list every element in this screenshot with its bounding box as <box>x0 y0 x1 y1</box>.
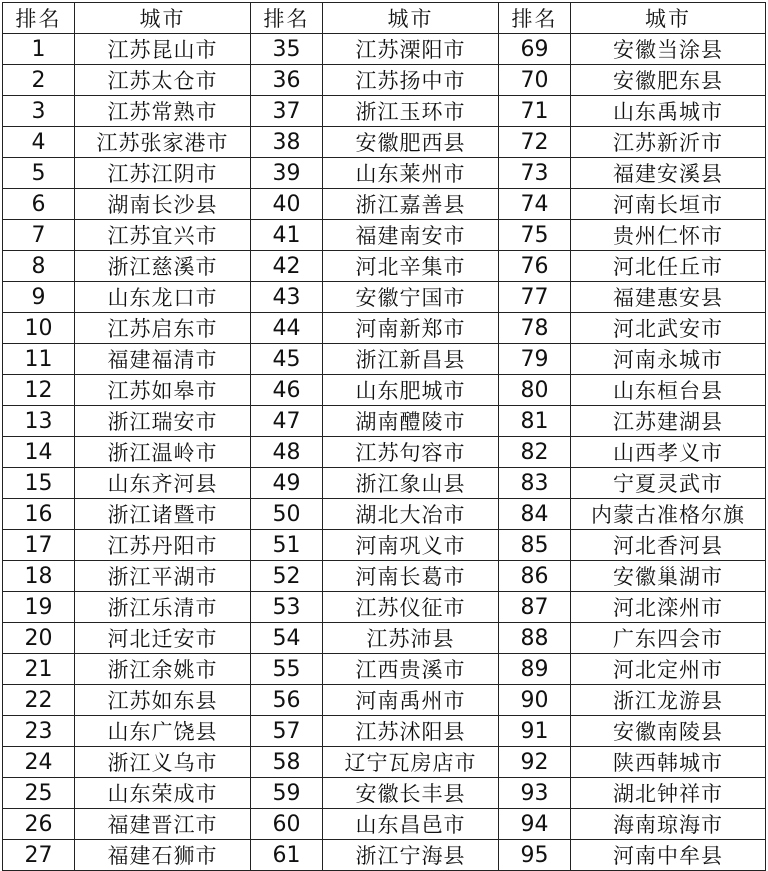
rank-cell: 12 <box>3 375 75 406</box>
rank-cell: 10 <box>3 313 75 344</box>
rank-cell: 38 <box>251 127 323 158</box>
table-row <box>3 437 766 468</box>
table-row <box>3 65 766 96</box>
city-cell: 山东桓台县 <box>571 375 766 406</box>
city-cell: 湖南长沙县 <box>75 189 251 220</box>
rank-cell: 44 <box>251 313 323 344</box>
rank-cell: 87 <box>499 592 571 623</box>
city-cell: 河南新郑市 <box>323 313 499 344</box>
city-cell: 江苏如皋市 <box>75 375 251 406</box>
city-cell: 河北香河县 <box>571 530 766 561</box>
rank-cell: 57 <box>251 716 323 747</box>
city-cell: 江苏江阴市 <box>75 158 251 189</box>
city-cell: 湖北钟祥市 <box>571 778 766 809</box>
rank-cell: 69 <box>499 34 571 65</box>
rank-cell: 82 <box>499 437 571 468</box>
county-ranking-table <box>2 2 766 871</box>
table-header-row <box>3 3 766 34</box>
rank-cell: 52 <box>251 561 323 592</box>
rank-cell: 11 <box>3 344 75 375</box>
header-rank: 排名 <box>499 3 571 34</box>
city-cell: 浙江玉环市 <box>323 96 499 127</box>
city-cell: 安徽肥西县 <box>323 127 499 158</box>
table-row <box>3 747 766 778</box>
city-cell: 江苏句容市 <box>323 437 499 468</box>
rank-cell: 22 <box>3 685 75 716</box>
rank-cell: 81 <box>499 406 571 437</box>
table-row <box>3 778 766 809</box>
table-row <box>3 158 766 189</box>
table-row <box>3 809 766 840</box>
city-cell: 浙江余姚市 <box>75 654 251 685</box>
rank-cell: 6 <box>3 189 75 220</box>
table-row <box>3 34 766 65</box>
city-cell: 浙江瑞安市 <box>75 406 251 437</box>
rank-cell: 74 <box>499 189 571 220</box>
city-cell: 浙江平湖市 <box>75 561 251 592</box>
rank-cell: 84 <box>499 499 571 530</box>
rank-cell: 71 <box>499 96 571 127</box>
rank-cell: 85 <box>499 530 571 561</box>
table-row <box>3 499 766 530</box>
table-row <box>3 344 766 375</box>
header-city: 城市 <box>571 3 766 34</box>
rank-cell: 48 <box>251 437 323 468</box>
table-row <box>3 623 766 654</box>
city-cell: 安徽巢湖市 <box>571 561 766 592</box>
city-cell: 湖南醴陵市 <box>323 406 499 437</box>
rank-cell: 18 <box>3 561 75 592</box>
rank-cell: 55 <box>251 654 323 685</box>
rank-cell: 25 <box>3 778 75 809</box>
city-cell: 江苏常熟市 <box>75 96 251 127</box>
rank-cell: 88 <box>499 623 571 654</box>
table-row <box>3 406 766 437</box>
city-cell: 河南永城市 <box>571 344 766 375</box>
rank-cell: 27 <box>3 840 75 871</box>
rank-cell: 8 <box>3 251 75 282</box>
city-cell: 浙江诸暨市 <box>75 499 251 530</box>
city-cell: 福建惠安县 <box>571 282 766 313</box>
city-cell: 福建福清市 <box>75 344 251 375</box>
rank-cell: 47 <box>251 406 323 437</box>
table-row <box>3 375 766 406</box>
city-cell: 浙江新昌县 <box>323 344 499 375</box>
city-cell: 江苏宜兴市 <box>75 220 251 251</box>
rank-cell: 41 <box>251 220 323 251</box>
city-cell: 宁夏灵武市 <box>571 468 766 499</box>
city-cell: 福建南安市 <box>323 220 499 251</box>
city-cell: 河北武安市 <box>571 313 766 344</box>
table-body <box>3 34 766 871</box>
rank-cell: 51 <box>251 530 323 561</box>
city-cell: 山东广饶县 <box>75 716 251 747</box>
city-cell: 辽宁瓦房店市 <box>323 747 499 778</box>
city-cell: 浙江义乌市 <box>75 747 251 778</box>
rank-cell: 20 <box>3 623 75 654</box>
city-cell: 贵州仁怀市 <box>571 220 766 251</box>
city-cell: 江苏沛县 <box>323 623 499 654</box>
rank-cell: 70 <box>499 65 571 96</box>
rank-cell: 79 <box>499 344 571 375</box>
table-row <box>3 220 766 251</box>
rank-cell: 43 <box>251 282 323 313</box>
city-cell: 山东齐河县 <box>75 468 251 499</box>
rank-cell: 61 <box>251 840 323 871</box>
city-cell: 河北定州市 <box>571 654 766 685</box>
rank-cell: 60 <box>251 809 323 840</box>
city-cell: 陕西韩城市 <box>571 747 766 778</box>
city-cell: 湖北大冶市 <box>323 499 499 530</box>
rank-cell: 76 <box>499 251 571 282</box>
rank-cell: 46 <box>251 375 323 406</box>
rank-cell: 21 <box>3 654 75 685</box>
city-cell: 江苏建湖县 <box>571 406 766 437</box>
city-cell: 安徽当涂县 <box>571 34 766 65</box>
city-cell: 安徽南陵县 <box>571 716 766 747</box>
rank-cell: 77 <box>499 282 571 313</box>
rank-cell: 13 <box>3 406 75 437</box>
rank-cell: 15 <box>3 468 75 499</box>
city-cell: 江苏张家港市 <box>75 127 251 158</box>
table-row <box>3 127 766 158</box>
city-cell: 江苏如东县 <box>75 685 251 716</box>
city-cell: 福建晋江市 <box>75 809 251 840</box>
rank-cell: 37 <box>251 96 323 127</box>
rank-cell: 39 <box>251 158 323 189</box>
rank-cell: 90 <box>499 685 571 716</box>
city-cell: 浙江乐清市 <box>75 592 251 623</box>
rank-cell: 93 <box>499 778 571 809</box>
rank-cell: 94 <box>499 809 571 840</box>
table-row <box>3 313 766 344</box>
city-cell: 安徽肥东县 <box>571 65 766 96</box>
city-cell: 江苏仪征市 <box>323 592 499 623</box>
city-cell: 山东荣成市 <box>75 778 251 809</box>
table-row <box>3 530 766 561</box>
city-cell: 山西孝义市 <box>571 437 766 468</box>
city-cell: 河南长垣市 <box>571 189 766 220</box>
rank-cell: 75 <box>499 220 571 251</box>
city-cell: 河南中牟县 <box>571 840 766 871</box>
rank-cell: 36 <box>251 65 323 96</box>
city-cell: 福建石狮市 <box>75 840 251 871</box>
city-cell: 江苏丹阳市 <box>75 530 251 561</box>
city-cell: 海南琼海市 <box>571 809 766 840</box>
table-row <box>3 685 766 716</box>
city-cell: 浙江温岭市 <box>75 437 251 468</box>
city-cell: 江苏太仓市 <box>75 65 251 96</box>
rank-cell: 54 <box>251 623 323 654</box>
table-row <box>3 189 766 220</box>
rank-cell: 35 <box>251 34 323 65</box>
city-cell: 福建安溪县 <box>571 158 766 189</box>
table-row <box>3 468 766 499</box>
table-row <box>3 654 766 685</box>
rank-cell: 83 <box>499 468 571 499</box>
rank-cell: 95 <box>499 840 571 871</box>
table-row <box>3 282 766 313</box>
city-cell: 江苏扬中市 <box>323 65 499 96</box>
city-cell: 山东昌邑市 <box>323 809 499 840</box>
city-cell: 河南长葛市 <box>323 561 499 592</box>
header-rank: 排名 <box>251 3 323 34</box>
city-cell: 安徽宁国市 <box>323 282 499 313</box>
rank-cell: 56 <box>251 685 323 716</box>
city-cell: 广东四会市 <box>571 623 766 654</box>
city-cell: 江苏沭阳县 <box>323 716 499 747</box>
rank-cell: 92 <box>499 747 571 778</box>
city-cell: 江苏新沂市 <box>571 127 766 158</box>
city-cell: 浙江慈溪市 <box>75 251 251 282</box>
ranking-table-container <box>2 2 766 871</box>
rank-cell: 2 <box>3 65 75 96</box>
header-city: 城市 <box>75 3 251 34</box>
city-cell: 山东莱州市 <box>323 158 499 189</box>
city-cell: 江苏溧阳市 <box>323 34 499 65</box>
rank-cell: 7 <box>3 220 75 251</box>
rank-cell: 58 <box>251 747 323 778</box>
city-cell: 江苏昆山市 <box>75 34 251 65</box>
city-cell: 河南禹州市 <box>323 685 499 716</box>
rank-cell: 19 <box>3 592 75 623</box>
city-cell: 山东龙口市 <box>75 282 251 313</box>
city-cell: 浙江象山县 <box>323 468 499 499</box>
table-row <box>3 561 766 592</box>
rank-cell: 50 <box>251 499 323 530</box>
rank-cell: 9 <box>3 282 75 313</box>
city-cell: 山东禹城市 <box>571 96 766 127</box>
rank-cell: 73 <box>499 158 571 189</box>
rank-cell: 5 <box>3 158 75 189</box>
rank-cell: 86 <box>499 561 571 592</box>
rank-cell: 23 <box>3 716 75 747</box>
rank-cell: 14 <box>3 437 75 468</box>
rank-cell: 17 <box>3 530 75 561</box>
table-row <box>3 96 766 127</box>
city-cell: 河北任丘市 <box>571 251 766 282</box>
rank-cell: 59 <box>251 778 323 809</box>
rank-cell: 1 <box>3 34 75 65</box>
rank-cell: 72 <box>499 127 571 158</box>
table-row <box>3 716 766 747</box>
rank-cell: 91 <box>499 716 571 747</box>
city-cell: 江苏启东市 <box>75 313 251 344</box>
city-cell: 山东肥城市 <box>323 375 499 406</box>
city-cell: 江西贵溪市 <box>323 654 499 685</box>
city-cell: 浙江宁海县 <box>323 840 499 871</box>
rank-cell: 53 <box>251 592 323 623</box>
rank-cell: 16 <box>3 499 75 530</box>
city-cell: 河北辛集市 <box>323 251 499 282</box>
rank-cell: 26 <box>3 809 75 840</box>
city-cell: 安徽长丰县 <box>323 778 499 809</box>
rank-cell: 3 <box>3 96 75 127</box>
rank-cell: 42 <box>251 251 323 282</box>
header-rank: 排名 <box>3 3 75 34</box>
rank-cell: 89 <box>499 654 571 685</box>
city-cell: 浙江嘉善县 <box>323 189 499 220</box>
rank-cell: 40 <box>251 189 323 220</box>
table-row <box>3 592 766 623</box>
rank-cell: 4 <box>3 127 75 158</box>
city-cell: 河北滦州市 <box>571 592 766 623</box>
city-cell: 内蒙古准格尔旗 <box>571 499 766 530</box>
rank-cell: 80 <box>499 375 571 406</box>
rank-cell: 24 <box>3 747 75 778</box>
header-city: 城市 <box>323 3 499 34</box>
rank-cell: 45 <box>251 344 323 375</box>
table-row <box>3 840 766 871</box>
rank-cell: 78 <box>499 313 571 344</box>
rank-cell: 49 <box>251 468 323 499</box>
city-cell: 河南巩义市 <box>323 530 499 561</box>
table-row <box>3 251 766 282</box>
city-cell: 河北迁安市 <box>75 623 251 654</box>
city-cell: 浙江龙游县 <box>571 685 766 716</box>
